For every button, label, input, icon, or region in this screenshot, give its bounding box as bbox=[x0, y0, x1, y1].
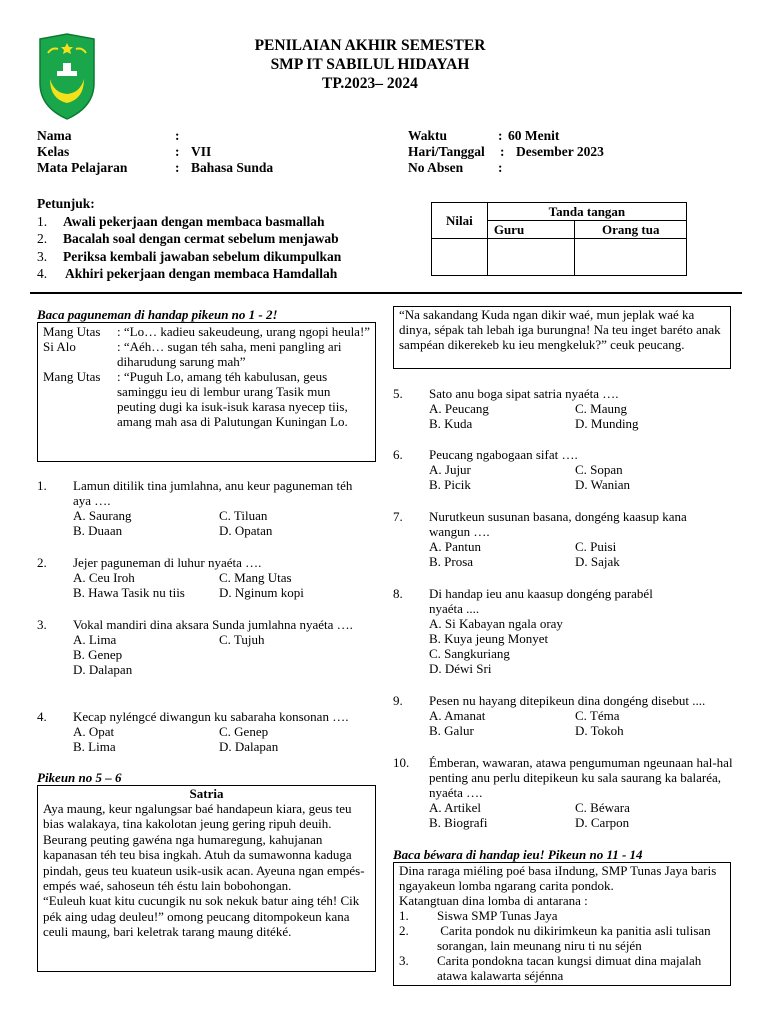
question-text: Émberan, wawaran, atawa pengumuman ngeunaan hal-hal penting anu perlu ditepikeun ku sala saurang ka balaréa, nyaéta …. bbox=[429, 755, 733, 800]
option-a[interactable]: A. Si Kabayan ngala oray bbox=[429, 616, 563, 631]
option-d[interactable]: D. Déwi Sri bbox=[429, 661, 492, 676]
question-number: 2. bbox=[37, 555, 47, 570]
question-text: Di handap ieu anu kaasup dongéng parabél nyaéta .... bbox=[429, 586, 653, 616]
option-a[interactable]: A. Saurang bbox=[73, 508, 132, 523]
instructions bbox=[37, 195, 397, 283]
option-c[interactable]: C. Puisi bbox=[575, 539, 617, 554]
rule-num: 1. bbox=[399, 908, 409, 923]
notice-rule bbox=[399, 923, 725, 953]
rule-num: 2. bbox=[399, 923, 409, 938]
info-sep: : bbox=[498, 128, 503, 143]
option-c[interactable]: C. Sopan bbox=[575, 462, 623, 477]
question-1 bbox=[37, 478, 377, 538]
section1-title: Baca paguneman di handap pikeun no 1 - 2! bbox=[37, 307, 278, 322]
question-text: Peucang ngabogaan sifat …. bbox=[429, 447, 578, 462]
option-a[interactable]: A. Ceu Iroh bbox=[73, 570, 135, 585]
school-year: TP.2023– 2024 bbox=[322, 75, 418, 92]
story-text: Aya maung, keur ngalungsar baé handapeun kiara, geus teu bias walakaya, tina kakolotan jeung gering ripuh deuih. Beurang peuting gawéna nga humaregung, kahujanan kapanasan téh teu bisa ingkah. Atuh da sumawonna kaduga pindah, geus teu kuateun usik-usik acan. Ayeuna ngan empés-empés waé, sahoseun téh éstu lain bobohongan. “Euleuh kuat kitu cucungik nu sok nekuk batur aing téh! Cik pék aing udag deuleu!” omong peucang ditompokeun kana ceuli maung, bari keletrak tarang maung ditéké. bbox=[43, 801, 365, 940]
instruction-item bbox=[37, 248, 397, 266]
instruction-item bbox=[37, 265, 397, 283]
option-a[interactable]: A. Lima bbox=[73, 632, 117, 647]
question-9 bbox=[393, 693, 743, 738]
info-value: 60 Menit bbox=[508, 128, 560, 143]
section3-title: Baca béwara di handap ieu! Pikeun no 11 - 14 bbox=[393, 847, 643, 862]
option-d[interactable]: D. Munding bbox=[575, 416, 639, 431]
option-a[interactable]: A. Peucang bbox=[429, 401, 489, 416]
instruction-num: 2. bbox=[37, 231, 48, 246]
info-value: Desember 2023 bbox=[516, 144, 604, 159]
exam-title: PENILAIAN AKHIR SEMESTER bbox=[254, 37, 486, 54]
dialog-line bbox=[43, 339, 371, 369]
question-text: Jejer paguneman di luhur nyaéta …. bbox=[73, 555, 262, 570]
info-row-tanggal bbox=[408, 144, 738, 160]
section2-title: Pikeun no 5 – 6 bbox=[37, 770, 122, 785]
option-c[interactable]: C. Mang Utas bbox=[219, 570, 292, 585]
option-d[interactable]: D. Carpon bbox=[575, 815, 630, 830]
info-value: VII bbox=[191, 144, 212, 159]
guru-header: Guru bbox=[487, 221, 575, 239]
instruction-num: 3. bbox=[37, 248, 48, 264]
question-8 bbox=[393, 586, 733, 676]
option-c[interactable]: C. Maung bbox=[575, 401, 627, 416]
instruction-text: Periksa kembali jawaban sebelum dikumpulkan bbox=[63, 248, 342, 264]
nilai-header: Nilai bbox=[432, 203, 488, 239]
rule-text: Carita pondokna tacan kungsi dimuat dina majalah atawa kalawarta séjénna bbox=[437, 953, 702, 983]
question-3 bbox=[37, 617, 377, 677]
info-label: No Absen bbox=[408, 160, 464, 175]
option-b[interactable]: B. Galur bbox=[429, 723, 474, 738]
question-number: 8. bbox=[393, 586, 403, 601]
header-divider bbox=[30, 292, 742, 294]
nilai-cell[interactable] bbox=[432, 239, 488, 276]
instruction-text: Akhiri pekerjaan dengan membaca Hamdallah bbox=[65, 266, 338, 281]
info-value: Bahasa Sunda bbox=[191, 160, 274, 175]
question-5 bbox=[393, 386, 733, 431]
info-row-waktu bbox=[408, 128, 738, 144]
instruction-num: 4. bbox=[37, 266, 48, 281]
dialog-line bbox=[43, 369, 371, 429]
rule-text: Siswa SMP Tunas Jaya bbox=[437, 908, 558, 923]
question-text: Vokal mandiri dina aksara Sunda jumlahna nyaéta …. bbox=[73, 617, 353, 632]
question-number: 5. bbox=[393, 386, 403, 401]
option-a[interactable]: A. Amanat bbox=[429, 708, 486, 723]
info-sep: : bbox=[175, 128, 180, 143]
dialog-text: : “Aéh… sugan téh saha, meni pangling ari diharudung sarung mah” bbox=[117, 339, 342, 369]
option-a[interactable]: A. Opat bbox=[73, 724, 115, 739]
option-c[interactable]: C. Béwara bbox=[575, 800, 630, 815]
info-label: Hari/Tanggal bbox=[408, 144, 485, 159]
question-text: Nurutkeun susunan basana, dongéng kaasup kana wangun …. bbox=[429, 509, 687, 539]
question-number: 1. bbox=[37, 478, 47, 493]
dialog-text: : “Puguh Lo, amang téh kabulusan, geus saminggu ieu di lembur urang Tasik mun peuting dugi ka isuk-isuk karasa nyecep tiis, amang mah asa di Palutungan Kuningan Lo. bbox=[117, 369, 348, 429]
question-10 bbox=[393, 755, 743, 830]
dialog-box bbox=[37, 322, 376, 462]
story-continuation-box bbox=[393, 306, 731, 369]
dialog-text: : “Lo… kadieu sakeudeung, urang ngopi heula!” bbox=[117, 324, 371, 339]
question-text: Sato anu boga sipat satria nyaéta …. bbox=[429, 386, 619, 401]
instruction-text: Bacalah soal dengan cermat sebelum menjawab bbox=[63, 231, 339, 246]
info-label: Waktu bbox=[408, 128, 448, 143]
info-label: Nama bbox=[37, 128, 72, 143]
option-c[interactable]: C. Tujuh bbox=[219, 632, 265, 647]
question-number: 4. bbox=[37, 709, 47, 724]
instruction-text: Awali pekerjaan dengan membaca basmallah bbox=[63, 213, 325, 229]
info-row-mapel bbox=[37, 160, 377, 176]
info-sep: : bbox=[175, 160, 180, 175]
instructions-title: Petunjuk: bbox=[37, 196, 95, 211]
info-label: Kelas bbox=[37, 144, 70, 159]
instruction-item bbox=[37, 230, 397, 248]
question-6 bbox=[393, 447, 733, 492]
question-text: Pesen nu hayang ditepikeun dina dongéng disebut .... bbox=[429, 693, 706, 708]
student-info bbox=[37, 128, 377, 176]
option-c[interactable]: C. Téma bbox=[575, 708, 620, 723]
notice-box bbox=[393, 862, 731, 986]
option-b[interactable]: B. Prosa bbox=[429, 554, 474, 569]
info-sep: : bbox=[500, 144, 505, 159]
notice-rule bbox=[399, 953, 725, 983]
option-d[interactable]: D. Wanian bbox=[575, 477, 631, 492]
option-c[interactable]: C. Genep bbox=[219, 724, 269, 739]
option-d[interactable]: D. Dalapan bbox=[73, 662, 133, 677]
info-row-nama bbox=[37, 128, 377, 144]
option-d[interactable]: D. Nginum kopi bbox=[219, 585, 304, 600]
option-b[interactable]: B. Kuya jeung Monyet bbox=[429, 631, 549, 646]
question-7 bbox=[393, 509, 733, 569]
notice-rules-title: Katangtuan dina lomba di antarana : bbox=[399, 893, 588, 908]
option-c[interactable]: C. Sangkuriang bbox=[429, 646, 510, 661]
option-a[interactable]: A. Pantun bbox=[429, 539, 481, 554]
option-b[interactable]: B. Genep bbox=[73, 647, 123, 662]
info-row-kelas bbox=[37, 144, 377, 160]
option-b[interactable]: B. Picik bbox=[429, 477, 471, 492]
question-text: Kecap nyléngcé diwangun ku sabaraha konsonan …. bbox=[73, 709, 349, 724]
school-name: SMP IT SABILUL HIDAYAH bbox=[270, 56, 470, 73]
option-a[interactable]: A. Jujur bbox=[429, 462, 471, 477]
question-4 bbox=[37, 709, 377, 754]
option-d[interactable]: D. Opatan bbox=[219, 523, 273, 538]
parent-signature-cell[interactable] bbox=[575, 239, 687, 276]
question-number: 3. bbox=[37, 617, 47, 632]
dialog-speaker: Mang Utas bbox=[43, 369, 101, 384]
question-number: 7. bbox=[393, 509, 403, 524]
rule-num: 3. bbox=[399, 953, 409, 968]
info-label: Mata Pelajaran bbox=[37, 160, 128, 175]
question-2 bbox=[37, 555, 377, 600]
question-number: 10. bbox=[393, 755, 410, 770]
option-c[interactable]: C. Tiluan bbox=[219, 508, 268, 523]
option-a[interactable]: A. Artikel bbox=[429, 800, 481, 815]
school-logo bbox=[36, 33, 98, 121]
story-title: Satria bbox=[189, 786, 224, 801]
question-number: 6. bbox=[393, 447, 403, 462]
signature-header: Tanda tangan bbox=[487, 203, 686, 221]
story-box bbox=[37, 785, 376, 972]
option-d[interactable]: D. Tokoh bbox=[575, 723, 624, 738]
option-b[interactable]: B. Kuda bbox=[429, 416, 473, 431]
guru-signature-cell[interactable] bbox=[487, 239, 575, 276]
dialog-line bbox=[43, 324, 371, 339]
option-d[interactable]: D. Sajak bbox=[575, 554, 620, 569]
notice-rule bbox=[399, 908, 725, 923]
option-b[interactable]: B. Lima bbox=[73, 739, 116, 754]
info-sep: : bbox=[175, 144, 180, 159]
instruction-num: 1. bbox=[37, 213, 48, 229]
info-row-absen bbox=[408, 160, 738, 176]
notice-intro: Dina raraga miéling poé basa iIndung, SMP Tunas Jaya baris ngayakeun lomba ngarang carita pondok. bbox=[399, 863, 717, 893]
orang-tua-header: Orang tua bbox=[575, 221, 687, 239]
option-b[interactable]: B. Duaan bbox=[73, 523, 123, 538]
option-b[interactable]: B. Hawa Tasik nu tiis bbox=[73, 585, 185, 600]
dialog-speaker: Mang Utas bbox=[43, 324, 101, 339]
signature-table bbox=[431, 202, 687, 276]
question-text: Lamun ditilik tina jumlahna, anu keur paguneman téh aya …. bbox=[73, 478, 353, 508]
instruction-item bbox=[37, 213, 397, 231]
exam-info bbox=[408, 128, 738, 176]
rule-text: Carita pondok nu dikirimkeun ka panitia asli tulisan sorangan, lain meunang niru ti nu séjén bbox=[437, 923, 714, 953]
option-d[interactable]: D. Dalapan bbox=[219, 739, 279, 754]
story-continuation-text: “Na sakandang Kuda ngan dikir waé, mun jeplak waé ka dinya, sépak tah lebah iga burungna! Na teu inget baréto anak sampéan dikerekeb ku ieu mengkeluk?” ceuk peucang. bbox=[399, 307, 721, 352]
info-sep: : bbox=[498, 160, 503, 175]
question-number: 9. bbox=[393, 693, 403, 708]
option-b[interactable]: B. Biografi bbox=[429, 815, 488, 830]
dialog-speaker: Si Alo bbox=[43, 339, 76, 354]
